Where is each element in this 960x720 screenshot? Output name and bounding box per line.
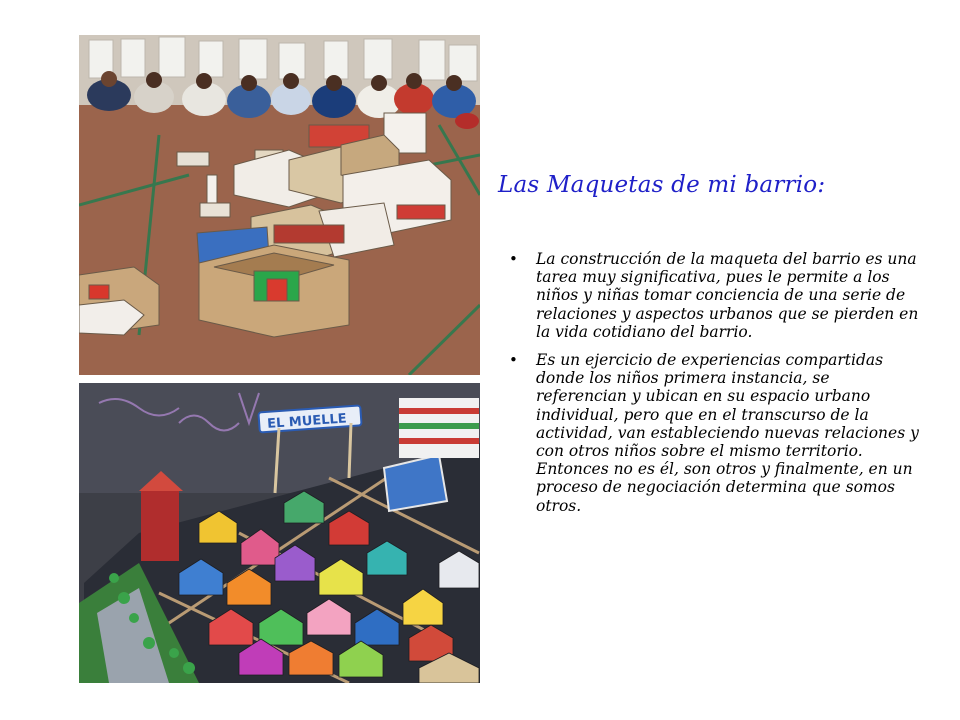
model-sign-text: EL MUELLE [266,411,348,432]
bullet-dot-icon: • [509,250,518,268]
photo-children-building-models-image [79,35,480,375]
bullet-item [509,351,919,515]
bullet-dot-icon: • [509,351,518,370]
photo-neighborhood-model-image [79,383,480,683]
photo-neighborhood-model [79,383,480,683]
bullet-text: La construcción de la maqueta del barrio es una tarea muy significativa, pues le permite a los niños y niñas tomar conciencia de una serie de relaciones y aspectos urbanos que se pierden en la vida cotidiano del barrio. [536,250,919,341]
bullet-item [509,250,919,341]
slide-title: Las Maquetas de mi barrio: [498,172,826,198]
bullet-list [509,250,919,525]
photo-children-building-models [79,35,480,375]
bullet-text: Es un ejercicio de experiencias compartidas donde los niños primera instancia, se referencian y ubican en su espacio urbano individual, pero que en el transcurso de la actividad, van estableciendo nuevas relaciones y con otros niños sobre el mismo territorio. Entonces no es él, son otros y finalmente, en un proceso de negociación determina que somos otros. [536,351,919,515]
